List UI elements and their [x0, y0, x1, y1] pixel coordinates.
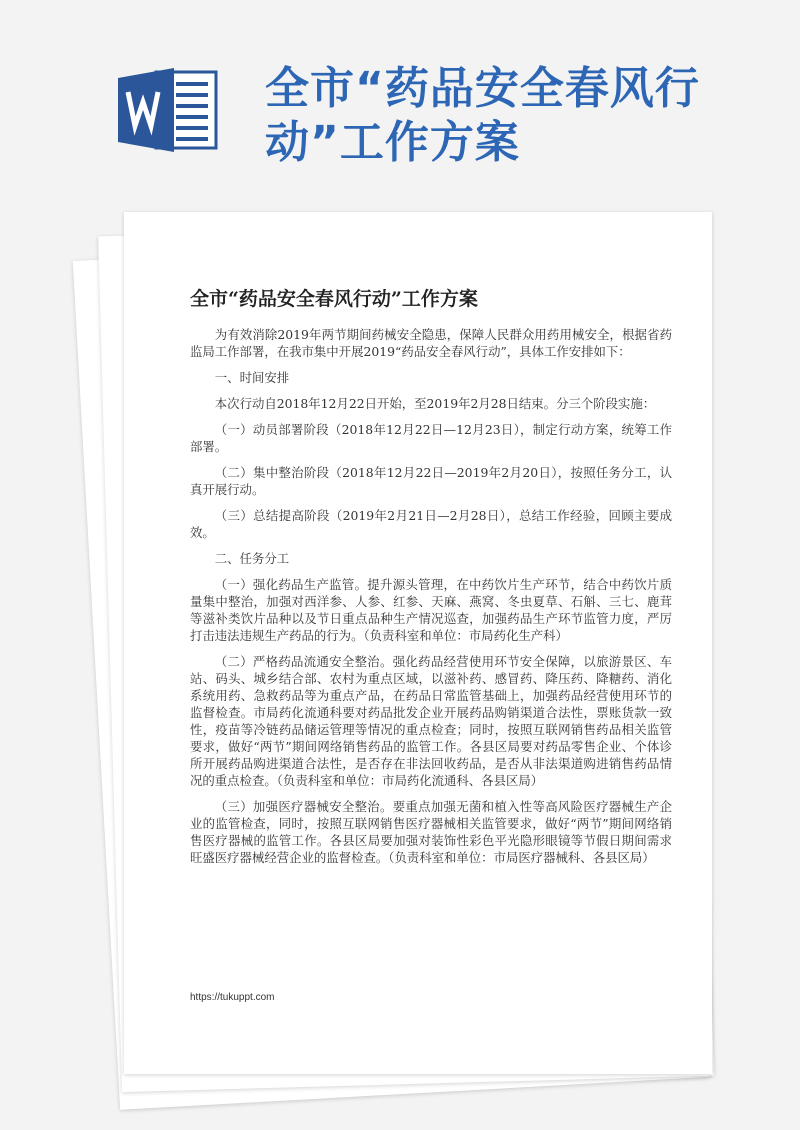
word-document-icon [118, 68, 218, 152]
document-body [190, 326, 672, 875]
header-title: 全市“药品安全春风行动”工作方案 [265, 63, 700, 168]
body-paragraph: 本次行动自2018年12月22日开始，至2019年2月28日结束。分三个阶段实施： [214, 396, 656, 411]
body-paragraph: （三）加强医疗器械安全整治。要重点加强无菌和植入性等高风险医疗器械生产企业的监管检查，同时，按照互联网销售医疗器械相关监管要求，做好“两节”期间网络销售医疗器械的监管工作。各县区局要加强对装饰性彩色平光隐形眼镜等节假日期间需求旺盛医疗器械经营企业的监督检查。（负责科室和单位：市局医疗器械科、各县区局） [190, 799, 672, 865]
document-title: 全市“药品安全春风行动”工作方案 [190, 288, 478, 310]
body-paragraph: （三）总结提高阶段（2019年2月21日—2月28日），总结工作经验，回顾主要成效。 [190, 508, 672, 540]
body-paragraph: （二）集中整治阶段（2018年12月22日—2019年2月20日），按照任务分工，认真开展行动。 [190, 465, 672, 497]
section-heading-tasks: 二、任务分工 [214, 551, 290, 566]
footer-url: https://tukuppt.com [190, 992, 275, 1003]
section-heading-schedule: 一、时间安排 [214, 370, 290, 385]
intro-paragraph: 为有效消除2019年两节期间药械安全隐患，保障人民群众用药用械安全，根据省药监局工作部署，在我市集中开展2019“药品安全春风行动”，具体工作安排如下： [190, 327, 672, 359]
page-header [0, 0, 800, 210]
body-paragraph: （一）动员部署阶段（2018年12月22日—12月23日），制定行动方案，统筹工作部署。 [190, 422, 672, 454]
body-paragraph: （二）严格药品流通安全整治。强化药品经营使用环节安全保障，以旅游景区、车站、码头、城乡结合部、农村为重点区域，以滋补药、感冒药、降压药、降糖药、消化系统用药、急救药品等为重点产品，在药品日常监管基础上，加强药品经营使用环节的监督检查。市局药化流通科要对药品批发企业开展药品购销渠道合法性，票账货款一致性，疫苗等冷链药品储运管理等情况的重点检查；同时，按照互联网销售药品相关监管要求，做好“两节”期间网络销售药品的监管工作。各县区局要对药品零售企业、个体诊所开展药品购进渠道合法性，是否存在非法回收药品，是否从非法渠道购进销售药品情况的重点检查。（负责科室和单位：市局药化流通科、各县区局） [190, 654, 672, 788]
body-paragraph: （一）强化药品生产监管。提升源头管理，在中药饮片生产环节，结合中药饮片质量集中整治，加强对西洋参、人参、红参、天麻、燕窝、冬虫夏草、石斛、三七、鹿茸等滋补类饮片品种以及节日重点品种生产情况巡查，加强药品生产环节监管力度，严厉打击违法违规生产药品的行为。（负责科室和单位：市局药化生产科） [190, 577, 672, 643]
